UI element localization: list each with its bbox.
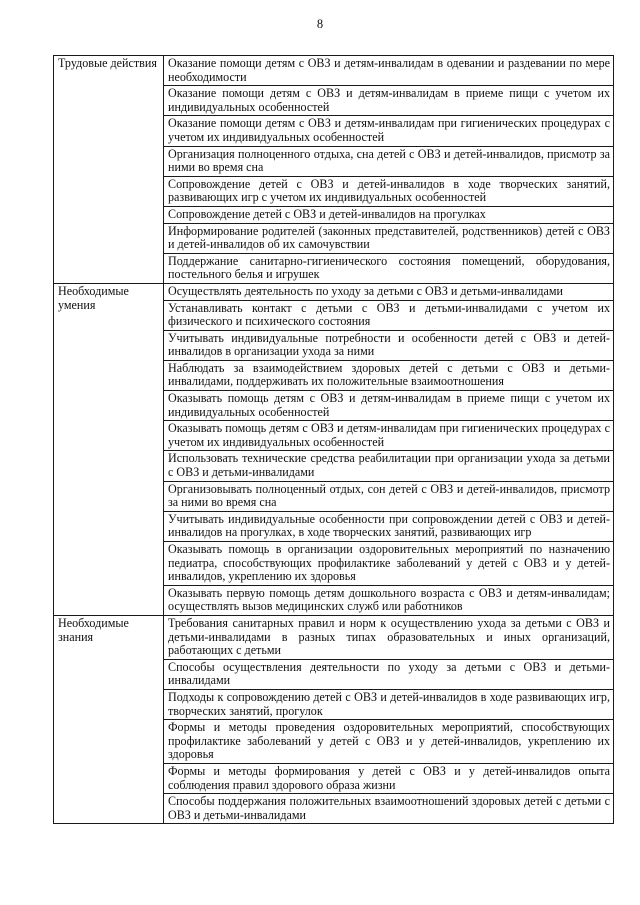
table-cell: Оказывать первую помощь детям дошкольного возраста с ОВЗ и детям-инвалидам; осуществлять вызов медицинских служб или работников: [164, 585, 614, 615]
table-row: [54, 56, 614, 86]
section-heading: Трудовые действия: [54, 56, 164, 284]
table-cell: Поддержание санитарно-гигиенического состояния помещений, оборудования, постельного белья и игрушек: [164, 253, 614, 283]
table-cell: Способы поддержания положительных взаимоотношений здоровых детей с детьми с ОВЗ и детьми-инвалидами: [164, 794, 614, 824]
competency-table: [53, 55, 614, 824]
section-heading: Необходимые знания: [54, 615, 164, 823]
page-number: 8: [316, 17, 324, 31]
table-cell: Наблюдать за взаимодействием здоровых детей с детьми с ОВЗ и детьми-инвалидами, поддерживать их положительные взаимоотношения: [164, 360, 614, 390]
table-cell: Подходы к сопровождению детей с ОВЗ и детей-инвалидов в ходе развивающих игр, творческих занятий, прогулок: [164, 689, 614, 719]
table-cell: Формы и методы формирования у детей с ОВЗ и у детей-инвалидов опыта соблюдения правил здорового образа жизни: [164, 763, 614, 793]
table-cell: Оказание помощи детям с ОВЗ и детям-инвалидам при гигиенических процедурах с учетом их индивидуальных особенностей: [164, 116, 614, 146]
table-cell: Формы и методы проведения оздоровительных мероприятий, способствующих профилактике заболеваний у детей с ОВЗ и у детей-инвалидов, укреплению их здоровья: [164, 720, 614, 764]
table-cell: Устанавливать контакт с детьми с ОВЗ и детьми-инвалидами с учетом их физического и психического состояния: [164, 300, 614, 330]
table-cell: Осуществлять деятельность по уходу за детьми с ОВЗ и детьми-инвалидами: [164, 283, 614, 300]
table-cell: Использовать технические средства реабилитации при организации ухода за детьми с ОВЗ и детьми-инвалидами: [164, 451, 614, 481]
section-heading: Необходимые умения: [54, 283, 164, 615]
table-cell: Организация полноценного отдыха, сна детей с ОВЗ и детей-инвалидов, присмотр за ними во время сна: [164, 146, 614, 176]
table-cell: Информирование родителей (законных представителей, родственников) детей с ОВЗ и детей-инвалидов об их самочувствии: [164, 223, 614, 253]
table-cell: Организовывать полноценный отдых, сон детей с ОВЗ и детей-инвалидов, присмотр за ними во время сна: [164, 481, 614, 511]
table-row: [54, 283, 614, 300]
table-cell: Учитывать индивидуальные особенности при сопровождении детей с ОВЗ и детей-инвалидов на прогулках, в ходе творческих занятий, развивающих игр: [164, 511, 614, 541]
competency-table-body: [54, 56, 614, 824]
table-cell: Сопровождение детей с ОВЗ и детей-инвалидов на прогулках: [164, 206, 614, 223]
table-cell: Оказывать помощь детям с ОВЗ и детям-инвалидам в приеме пищи с учетом их индивидуальных особенностей: [164, 391, 614, 421]
table-cell: Оказание помощи детям с ОВЗ и детям-инвалидам в одевании и раздевании по мере необходимости: [164, 56, 614, 86]
table-row: [54, 615, 614, 659]
table-cell: Сопровождение детей с ОВЗ и детей-инвалидов в ходе творческих занятий, развивающих игр с учетом их индивидуальных особенностей: [164, 176, 614, 206]
table-cell: Оказание помощи детям с ОВЗ и детям-инвалидам в приеме пищи с учетом их индивидуальных особенностей: [164, 86, 614, 116]
table-cell: Оказывать помощь в организации оздоровительных мероприятий по назначению педиатра, способствующих профилактике заболеваний у детей с ОВЗ и у детей-инвалидов, укреплению их здоровья: [164, 542, 614, 586]
table-cell: Требования санитарных правил и норм к осуществлению ухода за детьми с ОВЗ и детьми-инвалидами в разных типах образовательных и иных организаций, работающих с детьми: [164, 615, 614, 659]
table-cell: Способы осуществления деятельности по уходу за детьми с ОВЗ и детьми-инвалидами: [164, 659, 614, 689]
table-cell: Оказывать помощь детям с ОВЗ и детям-инвалидам при гигиенических процедурах с учетом их индивидуальных особенностей: [164, 421, 614, 451]
table-cell: Учитывать индивидуальные потребности и особенности детей с ОВЗ и детей-инвалидов в организации ухода за ними: [164, 330, 614, 360]
